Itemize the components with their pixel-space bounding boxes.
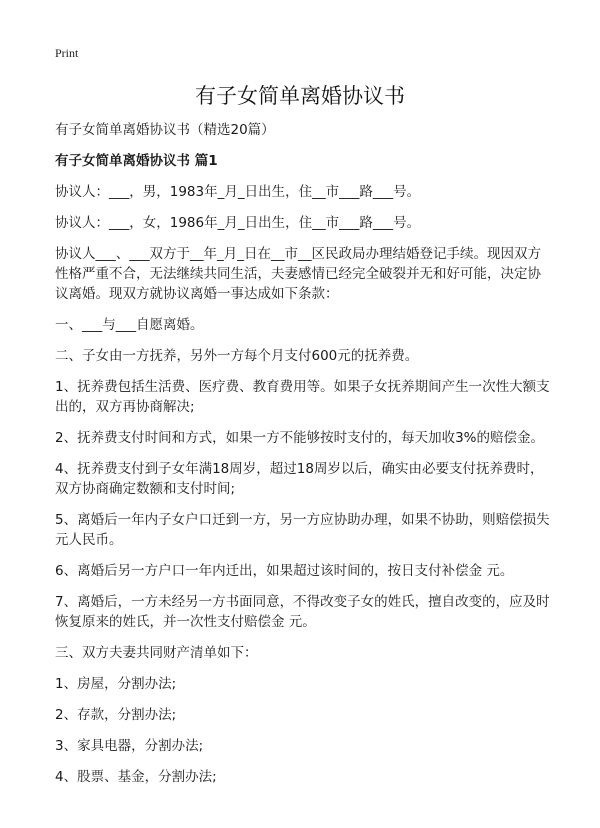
paragraph: 二、子女由一方抚养，另外一方每个月支付600元的抚养费。	[55, 348, 419, 364]
paragraph: 1、房屋，分割办法;	[55, 676, 177, 692]
paragraph: 一、___与___自愿离婚。	[55, 317, 204, 333]
paragraph: 2、抚养费支付时间和方式，如果一方不能够按时支付的，每天加收3%的赔偿金。	[55, 430, 545, 446]
paragraph: 7、离婚后，一方未经另一方书面同意，不得改变子女的姓氏，擅自改变的，应及时恢复原来的姓氏，并一次性支付赔偿金 元。	[55, 594, 550, 630]
print-link[interactable]: Print	[55, 46, 79, 60]
document-subtitle: 有子女简单离婚协议书（精选20篇）	[55, 122, 275, 138]
paragraph: 2、存款，分割办法;	[55, 707, 177, 723]
paragraph: 5、离婚后一年内子女户口迁到一方，另一方应协助办理，如果不协助，则赔偿损失 元人民币。	[55, 512, 550, 548]
paragraph: 6、离婚后另一方户口一年内迁出，如果超过该时间的，按日支付补偿金 元。	[55, 563, 514, 579]
paragraph: 4、股票、基金，分割办法;	[55, 769, 217, 785]
document-body	[55, 120, 550, 798]
paragraph: 1、抚养费包括生活费、医疗费、教育费用等。如果子女抚养期间产生一次性大额支出的，双方再协商解决;	[55, 379, 550, 415]
paragraph: 协议人___、___双方于__年_月_日在__市__区民政局办理结婚登记手续。现因双方性格严重不合，无法继续共同生活，夫妻感情已经完全破裂并无和好可能，决定协议离婚。现双方就协议离婚一事达成如下条款：	[55, 246, 541, 302]
paragraph: 协议人：___，男，1983年_月_日出生，住__市___路___号。	[55, 184, 421, 200]
page-title: 有子女简单离婚协议书	[195, 84, 405, 108]
section-heading: 有子女简单离婚协议书 篇1	[55, 153, 218, 169]
paragraph: 3、家具电器，分割办法;	[55, 738, 204, 754]
paragraph: 协议人：___，女，1986年_月_日出生，住__市___路___号。	[55, 215, 421, 231]
paragraph: 三、双方夫妻共同财产清单如下：	[55, 645, 258, 661]
paragraph: 4、抚养费支付到子女年满18周岁，超过18周岁以后，确实由必要支付抚养费时，双方协商确定数额和支付时间;	[55, 461, 544, 497]
